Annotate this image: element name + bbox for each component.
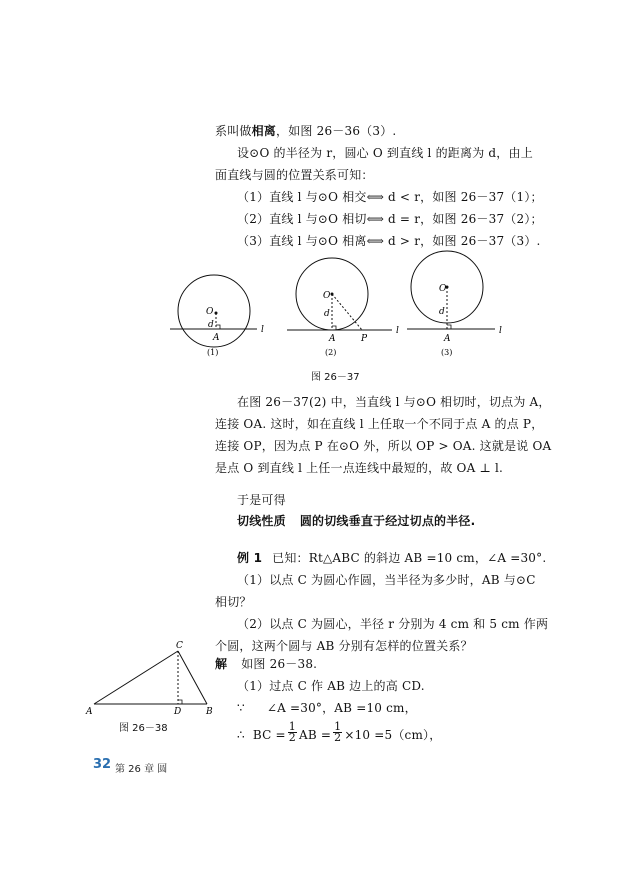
label-l-1: l	[261, 325, 264, 335]
center-O-1	[215, 312, 218, 315]
fraction-2-denominator: 2	[334, 731, 342, 744]
intro-line-2: 设⊙O 的半径为 r，圆心 O 到直线 l 的距离为 d，由上	[237, 146, 533, 160]
sub-caption-3: (3)	[441, 348, 453, 357]
sub-caption-2: (2)	[325, 348, 337, 357]
figure-26-38-caption: 图 26－38	[119, 723, 168, 734]
conclusion-intro: 于是可得	[237, 493, 286, 507]
page-number: 32	[93, 757, 112, 772]
right-angle-mark-3	[447, 325, 451, 329]
solution-line-1	[215, 656, 317, 672]
property-text: 圆的切线垂直于经过切点的半径.	[299, 514, 476, 528]
tangent-property	[237, 513, 475, 529]
fraction-2-numerator: 1	[334, 720, 342, 733]
because-text: ∠A =30°，AB =10 cm，	[266, 701, 417, 715]
solution-title: 解	[215, 657, 228, 671]
fraction-1-numerator: 1	[288, 720, 296, 733]
label-B: B	[206, 707, 213, 717]
intro-line-1-suffix: ，如图 26－36（3）.	[276, 124, 397, 138]
question-1-line-2: 相切？	[215, 595, 252, 609]
label-A-3: A	[444, 334, 451, 344]
property-title: 切线性质	[237, 514, 286, 528]
label-l-2: l	[396, 326, 399, 336]
tangent-para-line-4: 是点 O 到直线 l 上任一点连线中最短的，故 OA ⊥ l.	[215, 461, 504, 475]
tangent-para-line-3: 连接 OP，因为点 P 在⊙O 外，所以 OP > OA. 这就是说 OA	[215, 439, 552, 453]
example-given: 已知：Rt△ABC 的斜边 AB =10 cm，∠A =30°.	[272, 551, 547, 565]
center-O-2	[331, 293, 334, 296]
figure-26-37-caption: 图 26－37	[311, 372, 360, 383]
side-CB	[178, 651, 207, 704]
relation-item-2: （2）直线 l 与⊙O 相切⟺ d = r，如图 26－37（2）；	[237, 212, 543, 226]
fraction-one-half-1	[288, 722, 297, 743]
intro-line-1-prefix: 系叫做	[215, 124, 252, 138]
figure-26-37	[165, 250, 510, 365]
therefore-mid: AB =	[298, 728, 332, 742]
therefore-rhs: ×10 =5（cm），	[344, 728, 442, 742]
label-C: C	[176, 641, 183, 651]
right-angle-mark-1	[216, 325, 220, 329]
label-O-2: O	[323, 291, 331, 301]
tangent-para-line-2: 连接 OA. 这时，如在直线 l 上任取一个不同于点 A 的点 P，	[215, 417, 544, 431]
tangent-para-line-1: 在图 26－37(2) 中，当直线 l 与⊙O 相切时，切点为 A，	[237, 395, 551, 409]
label-l-3: l	[499, 326, 502, 336]
label-A: A	[86, 707, 93, 717]
label-O-1: O	[206, 307, 214, 317]
solution-line-2: （1）过点 C 作 AB 边上的高 CD.	[237, 679, 425, 693]
solution-ref: 如图 26－38.	[241, 657, 318, 671]
intro-line-3: 面直线与圆的位置关系可知：	[215, 168, 374, 182]
because-line	[237, 700, 417, 716]
example-title: 例 1	[237, 551, 263, 565]
term-xiangli: 相离	[251, 124, 277, 138]
label-d-1: d	[208, 320, 214, 330]
example-1-line	[237, 550, 546, 566]
therefore-symbol: ∴	[237, 728, 245, 742]
fraction-1-denominator: 2	[288, 731, 296, 744]
therefore-lhs: BC =	[252, 728, 286, 742]
fraction-one-half-2	[333, 722, 342, 743]
label-d-2: d	[324, 309, 330, 319]
label-A-1: A	[213, 333, 220, 343]
figure-26-38	[82, 640, 222, 720]
intro-line-1	[215, 123, 396, 139]
label-D: D	[174, 707, 182, 717]
question-2-line-1: （2）以点 C 为圆心，半径 r 分别为 4 cm 和 5 cm 作两	[237, 617, 549, 631]
label-d-3: d	[439, 307, 445, 317]
therefore-line	[237, 720, 442, 746]
label-P: P	[361, 334, 368, 344]
question-1-line-1: （1）以点 C 为圆心作圆，当半径为多少时，AB 与⊙C	[237, 573, 536, 587]
side-AC	[94, 651, 178, 704]
label-O-3: O	[439, 284, 447, 294]
relation-item-1: （1）直线 l 与⊙O 相交⟺ d < r，如图 26－37（1）；	[237, 190, 543, 204]
relation-item-3: （3）直线 l 与⊙O 相离⟺ d > r，如图 26－37（3）.	[237, 234, 541, 248]
right-angle-mark-D	[178, 700, 182, 704]
sub-caption-1: (1)	[207, 348, 219, 357]
because-symbol: ∵	[237, 701, 245, 715]
question-2-line-2: 个圆，这两个圆与 AB 分别有怎样的位置关系？	[215, 639, 473, 653]
chapter-label: 第 26 章 圆	[115, 764, 168, 775]
label-A-2: A	[329, 334, 336, 344]
segment-OP	[332, 294, 362, 330]
